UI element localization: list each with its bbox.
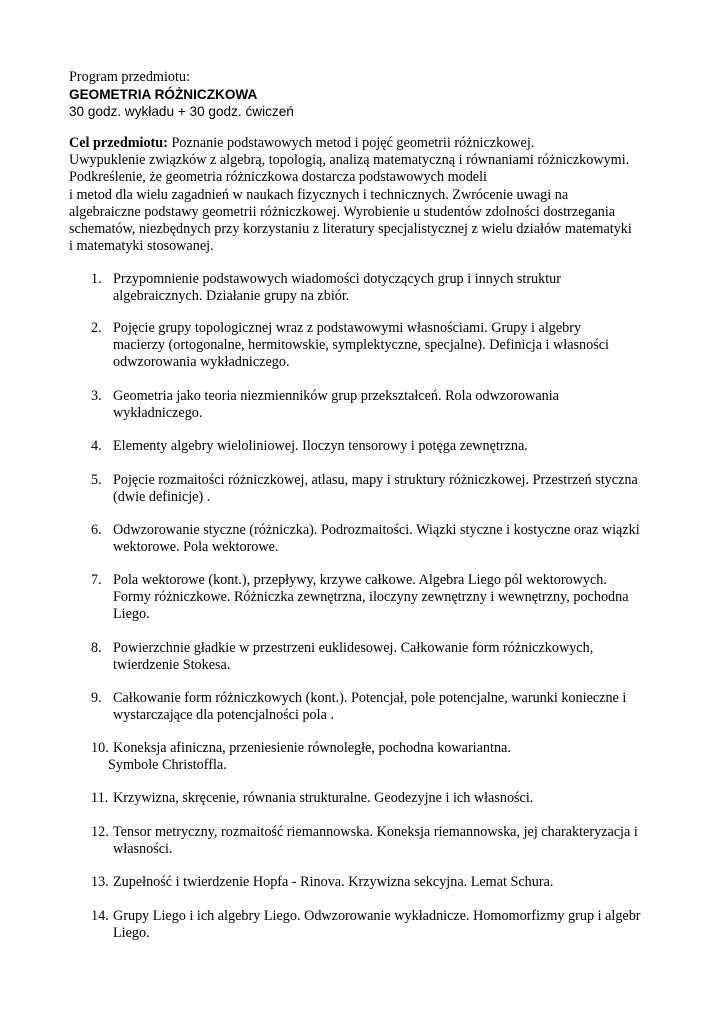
topic-line: Liego. bbox=[113, 606, 150, 622]
goal-line-first bbox=[69, 135, 669, 152]
topic-number: 6. bbox=[91, 522, 102, 538]
goal-line: i matematyki stosowanej. bbox=[69, 238, 214, 255]
topic-number: 5. bbox=[91, 472, 102, 488]
topic-line: Odwzorowanie styczne (różniczka). Podrozmaitości. Wiązki styczne i kostyczne oraz wiązki bbox=[113, 522, 640, 538]
topic-line: Formy różniczkowe. Różniczka zewnętrzna, iloczyny zewnętrzny i wewnętrzny, pochodna bbox=[113, 589, 629, 605]
topic-line: Koneksja afiniczna, przeniesienie równoległe, pochodna kowariantna. bbox=[113, 740, 511, 756]
topic-number: 2. bbox=[91, 320, 102, 336]
topic-line: Pojęcie grupy topologicznej wraz z podstawowymi własnościami. Grupy i algebry bbox=[113, 320, 582, 336]
topic-line: macierzy (ortogonalne, hermitowskie, symplektyczne, specjalne). Definicja i własności bbox=[113, 337, 609, 353]
goal-label: Cel przedmiotu: bbox=[69, 135, 168, 151]
topic-line: własności. bbox=[113, 841, 173, 857]
topic-line: Zupełność i twierdzenie Hopfa - Rinova. Krzywizna sekcyjna. Lemat Schura. bbox=[113, 874, 554, 890]
topic-line: wystarczające dla potencjalności pola . bbox=[113, 707, 334, 723]
goal-text: Poznanie podstawowych metod i pojęć geometrii różniczkowej. bbox=[167, 135, 535, 151]
topic-number: 7. bbox=[91, 572, 102, 588]
topic-number: 12. bbox=[91, 824, 109, 840]
program-label: Program przedmiotu: bbox=[69, 69, 190, 85]
topic-number: 13. bbox=[91, 874, 109, 890]
topic-line: Przypomnienie podstawowych wiadomości dotyczących grup i innych struktur bbox=[113, 271, 561, 287]
topic-number: 9. bbox=[91, 690, 102, 706]
topic-line: Liego. bbox=[113, 925, 150, 941]
topic-number: 8. bbox=[91, 640, 102, 656]
topic-line: Tensor metryczny, rozmaitość riemannowska. Koneksja riemannowska, jej charakteryzacja i bbox=[113, 824, 638, 840]
topic-line: Elementy algebry wieloliniowej. Iloczyn tensorowy i potęga zewnętrzna. bbox=[113, 438, 528, 454]
topic-number: 10. bbox=[91, 740, 109, 756]
goal-line: i metod dla wielu zagadnień w naukach fizycznych i technicznych. Zwrócenie uwagi na bbox=[69, 186, 569, 203]
topic-line: odwzorowania wykładniczego. bbox=[113, 354, 290, 370]
topic-number: 1. bbox=[91, 271, 102, 287]
topic-line: Geometria jako teoria niezmienników grup przekształceń. Rola odwzorowania bbox=[113, 388, 559, 404]
topic-number: 11. bbox=[91, 790, 109, 806]
course-goal bbox=[69, 135, 669, 255]
topic-line: Krzywizna, skręcenie, równania strukturalne. Geodezyjne i ich własności. bbox=[113, 790, 534, 806]
topic-number: 4. bbox=[91, 438, 102, 454]
topic-line: algebraicznych. Działanie grupy na zbiór. bbox=[113, 288, 350, 304]
topic-line: twierdzenie Stokesa. bbox=[113, 657, 231, 673]
topic-line: wektorowe. Pola wektorowe. bbox=[113, 539, 279, 555]
goal-line: Podkreślenie, że geometria różniczkowa dostarcza podstawowych modeli bbox=[69, 169, 487, 186]
goal-line: schematów, niezbędnych przy korzystaniu z literatury specjalistycznej z wielu działów matematyki bbox=[69, 220, 632, 237]
header-block bbox=[69, 69, 669, 120]
topic-line: Symbole Christoffla. bbox=[108, 757, 227, 773]
topic-line: wykładniczego. bbox=[113, 405, 203, 421]
topic-line: Pola wektorowe (kont.), przepływy, krzywe całkowe. Algebra Liego pól wektorowych. bbox=[113, 572, 607, 588]
topic-line: Pojęcie rozmaitości różniczkowej, atlasu, mapy i struktury różniczkowej. Przestrzeń styczna bbox=[113, 472, 638, 488]
topic-line: Grupy Liego i ich algebry Liego. Odwzorowanie wykładnicze. Homomorfizmy grup i algebr bbox=[113, 908, 641, 924]
topic-line: Powierzchnie gładkie w przestrzeni euklidesowej. Całkowanie form różniczkowych, bbox=[113, 640, 594, 656]
topic-line: Całkowanie form różniczkowych (kont.). Potencjał, pole potencjalne, warunki konieczne i bbox=[113, 690, 627, 706]
course-title: GEOMETRIA RÓŻNICZKOWA bbox=[69, 87, 258, 102]
goal-line: Uwypuklenie związków z algebrą, topologią, analizą matematyczną i równaniami różniczkowymi. bbox=[69, 152, 630, 169]
goal-line: algebraiczne podstawy geometrii różniczkowej. Wyrobienie u studentów zdolności dostrzegania bbox=[69, 203, 616, 220]
topic-number: 3. bbox=[91, 388, 102, 404]
hours-info: 30 godz. wykładu + 30 godz. ćwiczeń bbox=[69, 104, 294, 119]
topic-number: 14. bbox=[91, 908, 109, 924]
topic-line: (dwie definicje) . bbox=[113, 489, 211, 505]
